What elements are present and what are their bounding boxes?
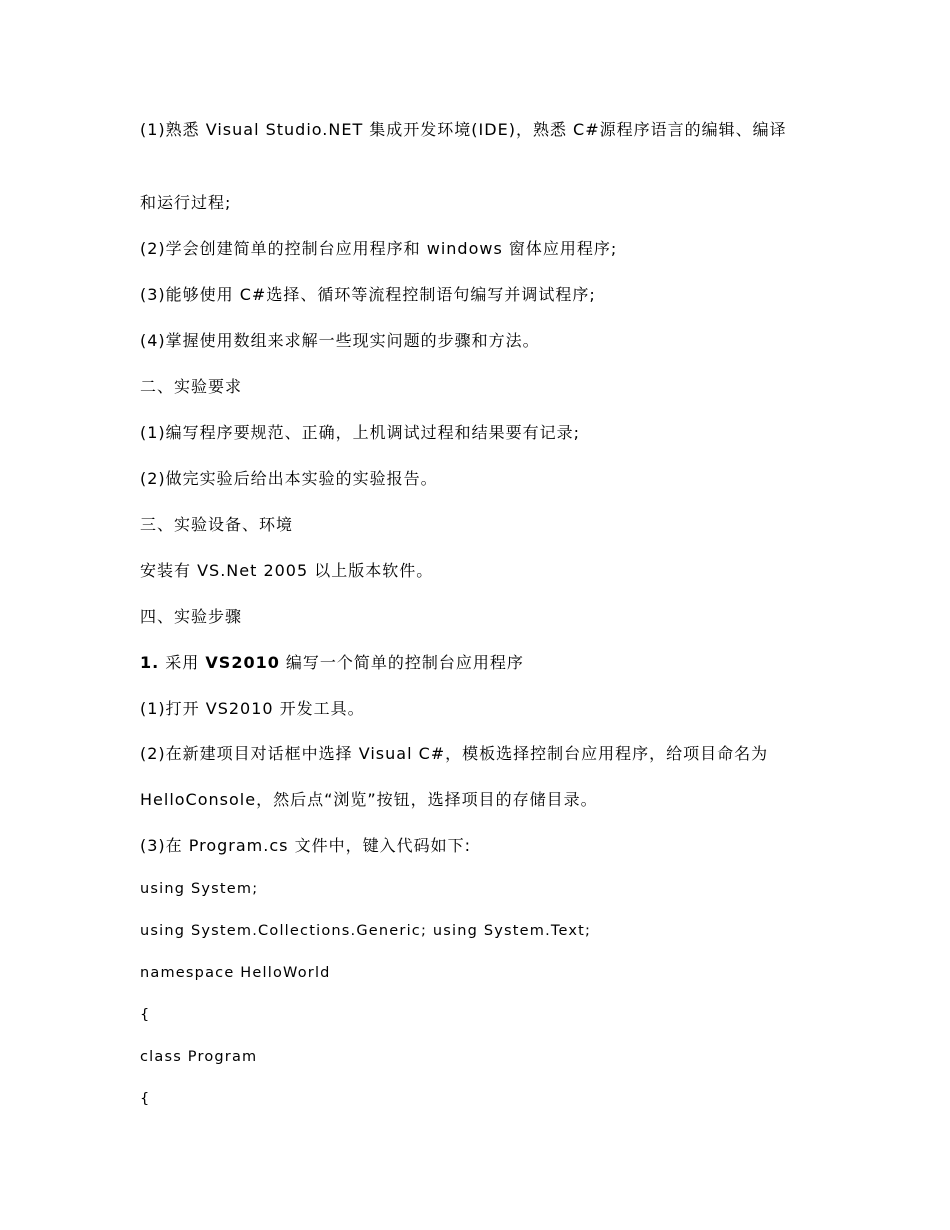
step-1-tool: VS2010 xyxy=(205,653,280,672)
step-1-sub-3: (3)在 Program.cs 文件中，键入代码如下: xyxy=(140,836,471,855)
code-line: { xyxy=(140,1091,151,1107)
objective-4: (4)掌握使用数组来求解一些现实问题的步骤和方法。 xyxy=(140,331,540,350)
equipment-text: 安装有 VS.Net 2005 以上版本软件。 xyxy=(140,561,434,580)
step-1-sub-1: (1)打开 VS2010 开发工具。 xyxy=(140,699,365,718)
step-1-prefix: 采用 xyxy=(159,653,206,672)
code-line: using System; xyxy=(140,881,259,897)
code-line: using System.Collections.Generic; using System.Text; xyxy=(140,923,592,939)
objective-2: (2)学会创建简单的控制台应用程序和 windows 窗体应用程序; xyxy=(140,239,618,258)
section-heading-steps: 四、实验步骤 xyxy=(140,607,243,626)
code-line: { xyxy=(140,1007,151,1023)
step-1-suffix: 编写一个简单的控制台应用程序 xyxy=(279,653,524,672)
code-line: class Program xyxy=(140,1049,258,1065)
step-1-heading xyxy=(140,651,820,675)
objective-1-continued: 和运行过程; xyxy=(140,193,232,212)
objective-1: (1)熟悉 Visual Studio.NET 集成开发环境(IDE)，熟悉 C#源程序语言的编辑、编译 xyxy=(140,120,787,139)
objective-3: (3)能够使用 C#选择、循环等流程控制语句编写并调试程序; xyxy=(140,285,596,304)
section-heading-equipment: 三、实验设备、环境 xyxy=(140,515,294,534)
step-1-number: 1. xyxy=(140,653,160,672)
requirement-1: (1)编写程序要规范、正确，上机调试过程和结果要有记录; xyxy=(140,423,581,442)
code-line: namespace HelloWorld xyxy=(140,965,331,981)
step-1-sub-2-continued: HelloConsole，然后点“浏览”按钮，选择项目的存储目录。 xyxy=(140,790,598,809)
step-1-sub-2: (2)在新建项目对话框中选择 Visual C#，模板选择控制台应用程序，给项目命名为 xyxy=(140,744,769,763)
requirement-2: (2)做完实验后给出本实验的实验报告。 xyxy=(140,469,438,488)
section-heading-requirements: 二、实验要求 xyxy=(140,377,243,396)
